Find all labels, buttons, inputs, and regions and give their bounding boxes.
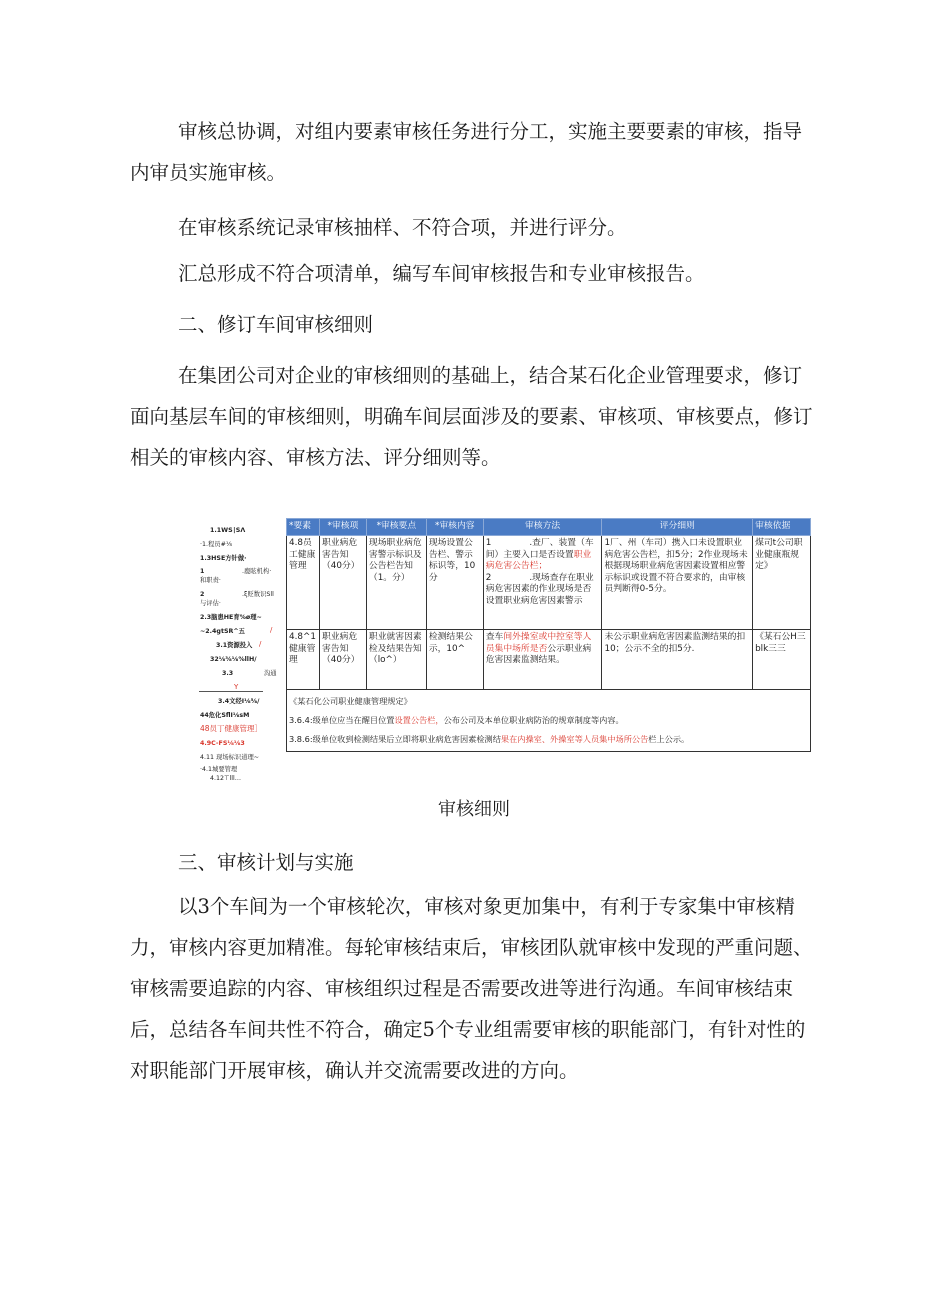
paragraph-plan: 以3个车间为一个审核轮次，审核对象更加集中，有利于专家集中审核精力，审核内容更加精准。每轮审核结束后，审核团队就审核中发现的严重问题、审核需要追踪的内容、审核组织过程是否需要改进等进行沟通。车间审核结束后，总结各车间共性不符合，确定5个专业组需要审核的职能部门，有针对性的对职能部门开展审核，确认并交流需要改进的方向。 bbox=[130, 895, 813, 1082]
column-header: *审核内容 bbox=[426, 519, 483, 536]
method-highlight: 间外操室或中控室等人员集中场所是否 bbox=[485, 632, 592, 654]
cell-content: 检测结果公示，10^ bbox=[426, 630, 483, 690]
sidebar-item: 3.3 bbox=[222, 670, 234, 677]
sidebar-item: 4.9C-FS⅛⅛3 bbox=[200, 740, 245, 747]
cell-item: 职业病危害告知（40分） bbox=[319, 630, 366, 690]
cell-method bbox=[483, 630, 602, 690]
cell-score: 未公示职业病危害因素监测结果的扣10；公示不全的扣5分. bbox=[602, 630, 753, 690]
paragraph-records: 在审核系统记录审核抽样、不符合项，并进行评分。 bbox=[178, 216, 627, 239]
cell-element: 4.8员工健康管理 bbox=[287, 536, 320, 630]
method-text: 查车 bbox=[485, 632, 504, 642]
sidebar-item: 和职责· bbox=[200, 577, 221, 584]
paragraph-summary: 汇总形成不符合项清单，编写车间审核报告和专业审核报告。 bbox=[178, 262, 705, 285]
column-header: *要素 bbox=[287, 519, 320, 536]
table-row bbox=[287, 536, 811, 630]
cell-method bbox=[483, 536, 602, 630]
notes-line: 3.6.4:级单位应当在醒目位置设置公告栏，公布公司及本单位职业病防治的规章制度等内容。 bbox=[289, 715, 624, 725]
section-heading-3: 三、审核计划与实施 bbox=[178, 851, 354, 874]
sidebar-item: 2 bbox=[200, 591, 205, 598]
sidebar-item: 沟通 bbox=[264, 670, 277, 677]
sidebar-divider bbox=[199, 691, 263, 692]
section-heading-2: 二、修订车间审核细则 bbox=[178, 313, 374, 336]
method-index: 1 bbox=[485, 538, 492, 548]
sidebar-item: 1.1WS∣SΛ bbox=[210, 527, 246, 534]
sidebar-item: .ξ贬数识Sll bbox=[242, 591, 274, 598]
sidebar-item: 44危化SflI⅛sM bbox=[200, 712, 250, 719]
method-text: 公示职业病危害因素监测结果。 bbox=[485, 643, 592, 665]
sidebar-item: 4.11 现场标识道理~ bbox=[200, 754, 260, 761]
notes-line: 3.8.6:级单位收到检测结果后立即将职业病危害因素检测结果在内操室、外操室等人员集中场所公告栏上公示。 bbox=[289, 734, 690, 744]
table-notes-row bbox=[287, 690, 811, 752]
column-header: *审核项 bbox=[319, 519, 366, 536]
sidebar-item: / bbox=[259, 640, 262, 648]
sidebar-item: 4.12⊤lll… bbox=[210, 775, 242, 782]
cell-item: 职业病危害告知（40分） bbox=[319, 536, 366, 630]
sidebar-item: .鹿眩机构· bbox=[242, 568, 272, 575]
method-highlight: 职业病危害公告栏； bbox=[485, 549, 592, 571]
sidebar-item: ·4.1城要管理 bbox=[200, 766, 238, 773]
sidebar-item: 1 bbox=[200, 568, 205, 575]
sidebar-item: 32⅛⅜⅛%llH/ bbox=[210, 656, 257, 663]
sidebar-item-selected: 48员丁健康管理］ bbox=[200, 724, 263, 733]
figure-caption: 审核细则 bbox=[438, 799, 510, 820]
sidebar-item: 1.3HSE方针做· bbox=[200, 555, 247, 562]
method-text: .现场查存在职业病危害因素的作业现场是否设置职业病危害因素警示 bbox=[485, 572, 594, 606]
cell-notes bbox=[287, 690, 811, 752]
sidebar-item: 与评估· bbox=[200, 600, 221, 607]
method-index: 2 bbox=[485, 572, 492, 583]
cell-points: 职业就害因素检及结果告知（lo^） bbox=[366, 630, 426, 690]
paragraph-coordination: 审核总协调，对组内要素审核任务进行分工，实施主要要素的审核，指导内审员实施审核。 bbox=[130, 120, 803, 184]
column-header: *审核要点 bbox=[366, 519, 426, 536]
notes-title: 《某石化公司职业健康管理规定》 bbox=[289, 696, 412, 706]
sidebar-item: Y bbox=[234, 683, 239, 691]
column-header: 审核方法 bbox=[483, 519, 602, 536]
table-row bbox=[287, 630, 811, 690]
sidebar-item: ·1.程员#⅛ bbox=[200, 541, 232, 548]
cell-score: 1厂、州（车司）携入口未设置职业病危害公告栏，扣5分；2作业现场未根据现场职业病危害因素设置相应警示标识或设置不符合要求的，由审核员判断得0-5分。 bbox=[602, 536, 753, 630]
column-header: 审核依据 bbox=[753, 519, 811, 536]
sidebar-item: 2.3脑患HE育%ø理~ bbox=[200, 614, 262, 621]
cell-content: 现场设置公告栏、警示标识等，10分 bbox=[426, 536, 483, 630]
method-text: .查厂、装置（车间）主要入口是否设置 bbox=[485, 538, 594, 560]
audit-rules-figure bbox=[196, 518, 813, 782]
audit-rules-table bbox=[286, 518, 811, 752]
table-header-row bbox=[287, 519, 811, 536]
cell-points: 现场职业病危害警示标识及公告栏告知（1。分） bbox=[366, 536, 426, 630]
column-header: 评分细则 bbox=[602, 519, 753, 536]
element-tree-sidebar bbox=[196, 518, 282, 782]
paragraph-rules: 在集团公司对企业的审核细则的基础上，结合某石化企业管理要求，修订面向基层车间的审核细则，明确车间层面涉及的要素、审核项、审核要点，修订相关的审核内容、审核方法、评分细则等。 bbox=[130, 364, 813, 469]
cell-basis: 《某石公H三blk三三 bbox=[753, 630, 811, 690]
sidebar-item: 3.4文经Ⅰ⅛⅝/ bbox=[218, 698, 260, 705]
sidebar-item: ~2.4gtSR^五 bbox=[200, 628, 245, 635]
cell-element: 4.8^1健康管理 bbox=[287, 630, 320, 690]
sidebar-item: / bbox=[270, 626, 273, 634]
cell-basis: 煤司t公司职业健康瓶规定》 bbox=[753, 536, 811, 630]
sidebar-item: 3.1资源投入 bbox=[216, 642, 253, 649]
